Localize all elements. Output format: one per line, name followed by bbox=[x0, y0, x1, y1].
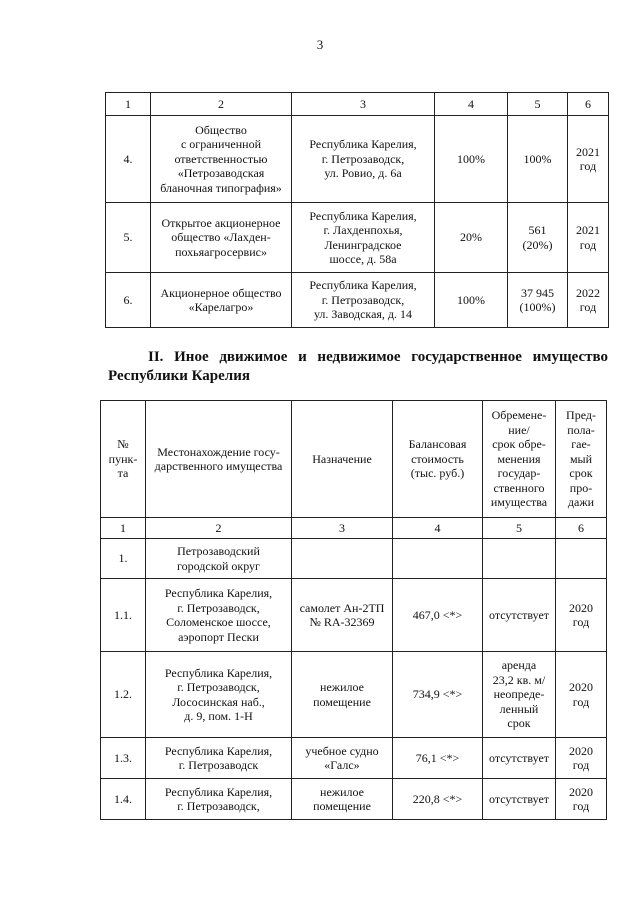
table-header-row bbox=[106, 93, 609, 116]
sale-term-cell: 2020 год bbox=[556, 779, 607, 820]
encumbrance-cell bbox=[483, 539, 556, 579]
page-number: 3 bbox=[316, 37, 324, 52]
book-value-cell: 220,8 <*> bbox=[393, 779, 483, 820]
header-cell: 5 bbox=[508, 93, 568, 116]
table-row bbox=[101, 779, 607, 820]
column-number-cell: 2 bbox=[146, 518, 292, 539]
location-cell: Республика Карелия, г. Петрозаводск bbox=[146, 738, 292, 779]
shares-amount-cell: 37 945 (100%) bbox=[508, 273, 568, 328]
sale-year-cell: 2021 год bbox=[568, 203, 609, 273]
column-title-cell: Пред- пола- гае- мый срок про- дажи bbox=[556, 401, 607, 518]
item-number-cell: 1. bbox=[101, 539, 146, 579]
purpose-cell bbox=[292, 539, 393, 579]
sale-term-cell: 2020 год bbox=[556, 652, 607, 738]
book-value-cell: 734,9 <*> bbox=[393, 652, 483, 738]
table-row bbox=[101, 652, 607, 738]
location-cell: Петрозаводский городской округ bbox=[146, 539, 292, 579]
address-cell: Республика Карелия, г. Лахденпохья, Ленинградское шоссе, д. 58а bbox=[292, 203, 435, 273]
column-number-cell: 5 bbox=[483, 518, 556, 539]
column-number-cell: 3 bbox=[292, 518, 393, 539]
column-title-cell: Балансовая стоимость (тыс. руб.) bbox=[393, 401, 483, 518]
share-cell: 100% bbox=[435, 116, 508, 203]
column-title-cell: № пунк- та bbox=[101, 401, 146, 518]
column-number-cell: 6 bbox=[556, 518, 607, 539]
encumbrance-cell: отсутствует bbox=[483, 579, 556, 652]
company-name-cell: Общество с ограниченной ответственностью «Петрозаводская бланочная типография» bbox=[151, 116, 292, 203]
table-row bbox=[106, 116, 609, 203]
address-cell: Республика Карелия, г. Петрозаводск, ул. Заводская, д. 14 bbox=[292, 273, 435, 328]
location-cell: Республика Карелия, г. Петрозаводск, bbox=[146, 779, 292, 820]
column-title-cell: Обремене- ние/ срок обре- менения государ- ственного имущества bbox=[483, 401, 556, 518]
purpose-cell: нежилое помещение bbox=[292, 779, 393, 820]
header-cell: 4 bbox=[435, 93, 508, 116]
column-title-cell: Назначение bbox=[292, 401, 393, 518]
location-cell: Республика Карелия, г. Петрозаводск, Лососинская наб., д. 9, пом. 1-Н bbox=[146, 652, 292, 738]
table-row bbox=[106, 273, 609, 328]
book-value-cell bbox=[393, 539, 483, 579]
row-number-cell: 6. bbox=[106, 273, 151, 328]
row-number-cell: 4. bbox=[106, 116, 151, 203]
location-cell: Республика Карелия, г. Петрозаводск, Соломенское шоссе, аэропорт Пески bbox=[146, 579, 292, 652]
header-cell: 1 bbox=[106, 93, 151, 116]
shares-amount-cell: 561 (20%) bbox=[508, 203, 568, 273]
header-cell: 6 bbox=[568, 93, 609, 116]
table-row bbox=[106, 203, 609, 273]
item-number-cell: 1.4. bbox=[101, 779, 146, 820]
item-number-cell: 1.3. bbox=[101, 738, 146, 779]
encumbrance-cell: отсутствует bbox=[483, 779, 556, 820]
share-cell: 100% bbox=[435, 273, 508, 328]
section-heading: II. Иное движимое и недвижимое государственное имущество Республики Карелия bbox=[108, 349, 608, 384]
share-cell: 20% bbox=[435, 203, 508, 273]
header-cell: 2 bbox=[151, 93, 292, 116]
table-row bbox=[101, 738, 607, 779]
purpose-cell: самолет Ан-2ТП № RA-32369 bbox=[292, 579, 393, 652]
encumbrance-cell: аренда 23,2 кв. м/ неопреде- ленный срок bbox=[483, 652, 556, 738]
sale-year-cell: 2022 год bbox=[568, 273, 609, 328]
sale-term-cell: 2020 год bbox=[556, 738, 607, 779]
sale-term-cell bbox=[556, 539, 607, 579]
table-row bbox=[101, 579, 607, 652]
book-value-cell: 76,1 <*> bbox=[393, 738, 483, 779]
column-number-cell: 1 bbox=[101, 518, 146, 539]
item-number-cell: 1.2. bbox=[101, 652, 146, 738]
purpose-cell: нежилое помещение bbox=[292, 652, 393, 738]
table-row bbox=[101, 539, 607, 579]
company-name-cell: Акционерное общество «Карелагро» bbox=[151, 273, 292, 328]
column-number-row bbox=[101, 518, 607, 539]
table-header-row bbox=[101, 401, 607, 518]
row-number-cell: 5. bbox=[106, 203, 151, 273]
sale-term-cell: 2020 год bbox=[556, 579, 607, 652]
table-property bbox=[100, 400, 607, 820]
address-cell: Республика Карелия, г. Петрозаводск, ул. Ровио, д. 6а bbox=[292, 116, 435, 203]
company-name-cell: Открытое акционерное общество «Лахден- похьяагросервис» bbox=[151, 203, 292, 273]
book-value-cell: 467,0 <*> bbox=[393, 579, 483, 652]
table-companies bbox=[105, 92, 609, 328]
header-cell: 3 bbox=[292, 93, 435, 116]
purpose-cell: учебное судно «Галс» bbox=[292, 738, 393, 779]
column-title-cell: Местонахождение госу- дарственного имущества bbox=[146, 401, 292, 518]
item-number-cell: 1.1. bbox=[101, 579, 146, 652]
column-number-cell: 4 bbox=[393, 518, 483, 539]
encumbrance-cell: отсутствует bbox=[483, 738, 556, 779]
shares-amount-cell: 100% bbox=[508, 116, 568, 203]
sale-year-cell: 2021 год bbox=[568, 116, 609, 203]
